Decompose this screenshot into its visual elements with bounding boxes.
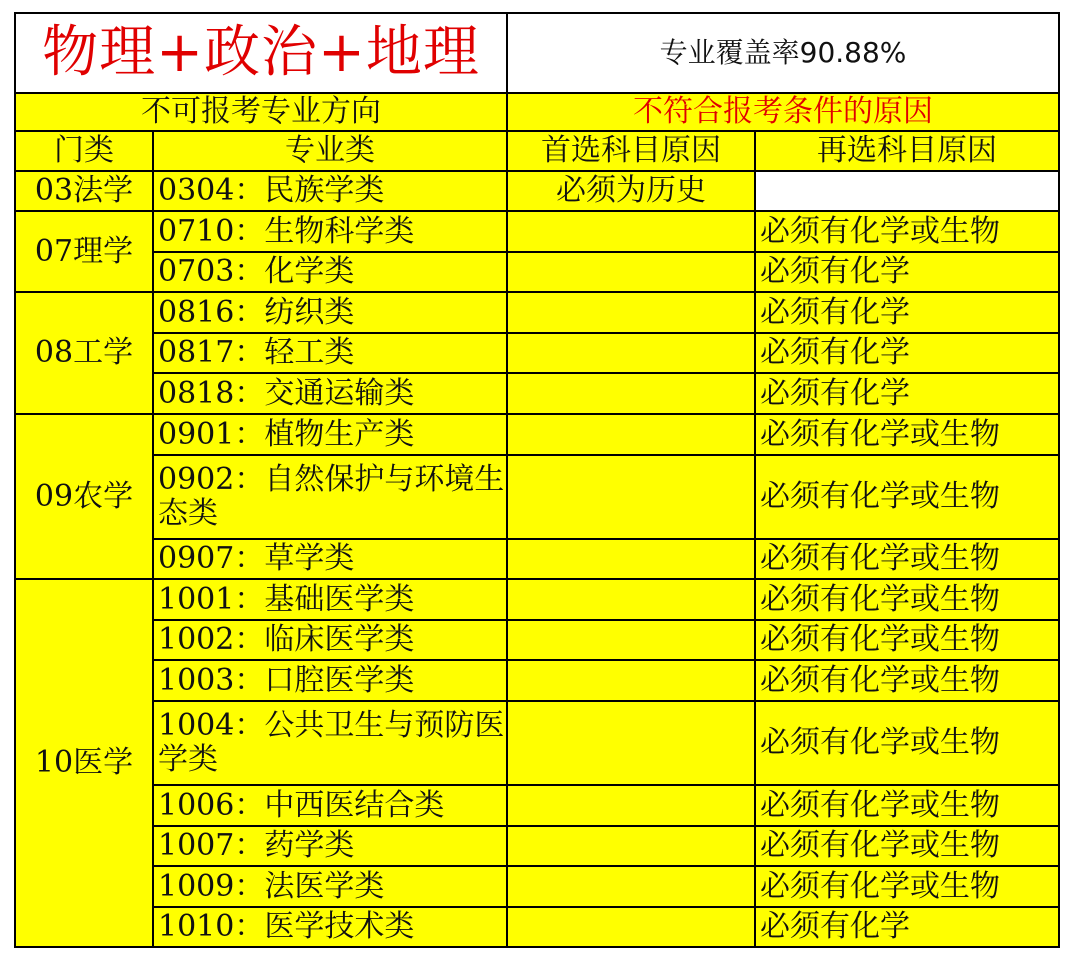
table-row [15, 373, 1059, 414]
table-row [15, 171, 1059, 211]
category-cell: 07理学 [15, 211, 153, 292]
major-cell: 1007：药学类 [153, 826, 507, 866]
section-heading-row [15, 93, 1059, 131]
category-cell: 09农学 [15, 414, 153, 579]
second-reason-cell: 必须有化学或生物 [755, 455, 1059, 539]
coverage-rate: 专业覆盖率90.88% [507, 13, 1059, 93]
table-row [15, 785, 1059, 826]
second-reason-cell: 必须有化学或生物 [755, 579, 1059, 620]
table-row [15, 414, 1059, 455]
major-cell: 1004：公共卫生与预防医学类 [153, 701, 507, 785]
first-reason-cell [507, 252, 755, 292]
category-cell: 08工学 [15, 292, 153, 414]
column-header-first-reason: 首选科目原因 [507, 131, 755, 171]
second-reason-cell: 必须有化学 [755, 373, 1059, 414]
column-header-major: 专业类 [153, 131, 507, 171]
second-reason-cell: 必须有化学或生物 [755, 660, 1059, 701]
major-cell: 0818：交通运输类 [153, 373, 507, 414]
second-reason-cell: 必须有化学 [755, 333, 1059, 373]
second-reason-cell: 必须有化学或生物 [755, 620, 1059, 660]
table-row [15, 455, 1059, 539]
second-reason-cell: 必须有化学或生物 [755, 701, 1059, 785]
major-cell: 0816：纺织类 [153, 292, 507, 333]
table-row [15, 333, 1059, 373]
section-heading-right: 不符合报考条件的原因 [507, 93, 1059, 131]
table-row [15, 620, 1059, 660]
table-row [15, 826, 1059, 866]
first-reason-cell [507, 292, 755, 333]
subject-restriction-table [14, 12, 1060, 948]
first-reason-cell [507, 785, 755, 826]
first-reason-cell [507, 539, 755, 579]
second-reason-cell: 必须有化学或生物 [755, 539, 1059, 579]
major-cell: 0710：生物科学类 [153, 211, 507, 252]
major-cell: 1002：临床医学类 [153, 620, 507, 660]
second-reason-cell: 必须有化学或生物 [755, 866, 1059, 907]
table-row [15, 211, 1059, 252]
major-cell: 1001：基础医学类 [153, 579, 507, 620]
first-reason-cell [507, 455, 755, 539]
first-reason-cell [507, 620, 755, 660]
column-header-category: 门类 [15, 131, 153, 171]
table-row [15, 907, 1059, 947]
second-reason-cell: 必须有化学 [755, 907, 1059, 947]
second-reason-cell: 必须有化学或生物 [755, 785, 1059, 826]
major-cell: 0907：草学类 [153, 539, 507, 579]
major-cell: 0902：自然保护与环境生态类 [153, 455, 507, 539]
first-reason-cell [507, 414, 755, 455]
page-title: 物理+政治+地理 [15, 13, 507, 93]
second-reason-cell: 必须有化学或生物 [755, 414, 1059, 455]
table-row [15, 866, 1059, 907]
second-reason-cell: 必须有化学或生物 [755, 826, 1059, 866]
major-cell: 1010：医学技术类 [153, 907, 507, 947]
first-reason-cell [507, 333, 755, 373]
category-cell: 10医学 [15, 579, 153, 947]
table-row [15, 660, 1059, 701]
column-header-row [15, 131, 1059, 171]
first-reason-cell [507, 579, 755, 620]
major-cell: 0703：化学类 [153, 252, 507, 292]
major-cell: 0817：轻工类 [153, 333, 507, 373]
second-reason-cell: 必须有化学或生物 [755, 211, 1059, 252]
table-row [15, 579, 1059, 620]
table-row [15, 252, 1059, 292]
header-row [15, 13, 1059, 93]
first-reason-cell [507, 660, 755, 701]
table-row [15, 539, 1059, 579]
first-reason-cell [507, 701, 755, 785]
category-cell: 03法学 [15, 171, 153, 211]
table-row [15, 701, 1059, 785]
column-header-second-reason: 再选科目原因 [755, 131, 1059, 171]
first-reason-cell [507, 373, 755, 414]
section-heading-left: 不可报考专业方向 [15, 93, 507, 131]
major-cell: 1009：法医学类 [153, 866, 507, 907]
major-cell: 0304：民族学类 [153, 171, 507, 211]
first-reason-cell [507, 866, 755, 907]
major-cell: 1003：口腔医学类 [153, 660, 507, 701]
major-cell: 1006：中西医结合类 [153, 785, 507, 826]
second-reason-cell: 必须有化学 [755, 252, 1059, 292]
first-reason-cell [507, 211, 755, 252]
table-row [15, 292, 1059, 333]
second-reason-cell [755, 171, 1059, 211]
first-reason-cell [507, 907, 755, 947]
second-reason-cell: 必须有化学 [755, 292, 1059, 333]
major-cell: 0901：植物生产类 [153, 414, 507, 455]
first-reason-cell: 必须为历史 [507, 171, 755, 211]
first-reason-cell [507, 826, 755, 866]
